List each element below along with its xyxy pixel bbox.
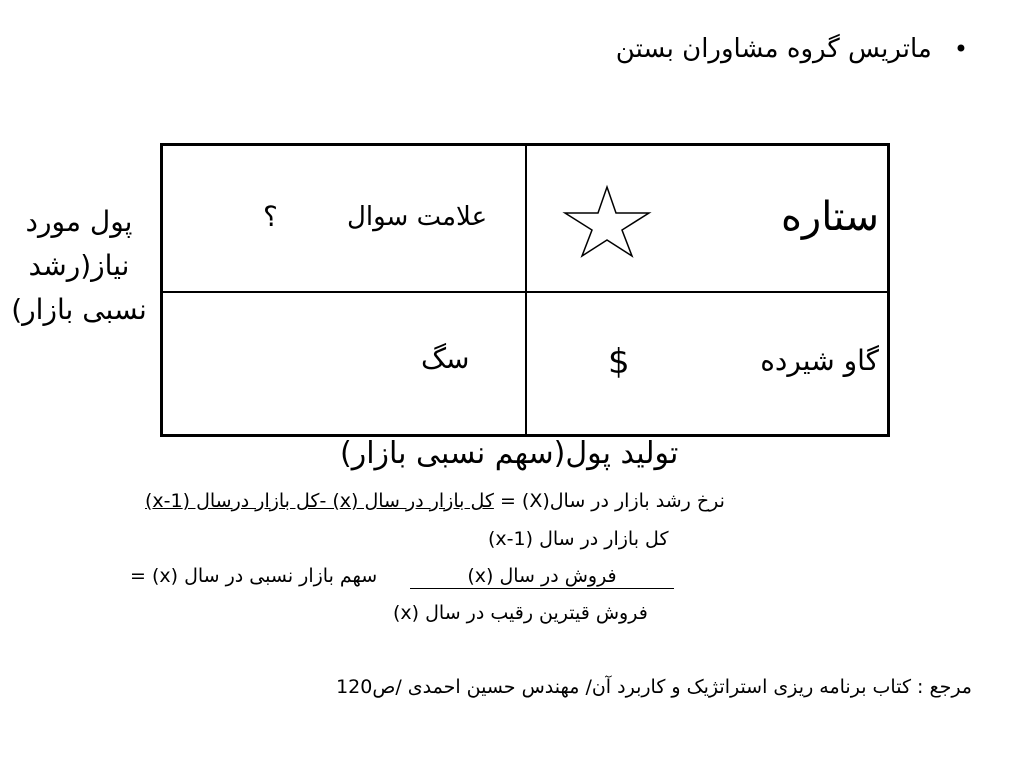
y-axis-label: پول مورد نیاز(رشد نسبی بازار) (11, 205, 147, 326)
x-axis-label: تولید پول(سهم نسبی بازار) (340, 436, 679, 471)
dollar-icon: $ (608, 342, 630, 382)
dog-label: سگ (421, 342, 470, 375)
title-text: ماتریس گروه مشاوران بستن (615, 34, 932, 64)
bcg-matrix (160, 143, 890, 437)
question-mark-icon: ؟ (263, 200, 278, 233)
slide-title (616, 34, 968, 64)
reference-note: مرجع : کتاب برنامه ریزی استراتژیک و کاربرد آن/ مهندس حسین احمدی /ص120 (336, 676, 972, 698)
relative-share-denominator: فروش قیترین رقیب در سال (x) (393, 602, 648, 624)
relative-share-lhs: سهم بازار نسبی در سال (x) = (130, 565, 378, 587)
star-label: ستاره (780, 194, 879, 240)
bullet-icon: • (953, 35, 968, 63)
cash-cow-label: گاو شیرده (760, 344, 879, 377)
question-mark-label: علامت سوال (347, 202, 488, 232)
growth-rate-denominator: کل بازار در سال (x-1) (488, 528, 669, 550)
relative-share-numerator: فروش در سال (x) (410, 565, 674, 589)
growth-rate-formula (145, 490, 725, 512)
growth-rate-lhs: نرخ رشد بازار در سال(X) = (499, 490, 725, 512)
matrix-horizontal-divider (163, 291, 887, 293)
star-icon (561, 184, 653, 260)
matrix-vertical-divider (525, 146, 527, 434)
growth-rate-numerator: کل بازار در سال (x) -کل بازار درسال (x-1) (145, 490, 494, 512)
